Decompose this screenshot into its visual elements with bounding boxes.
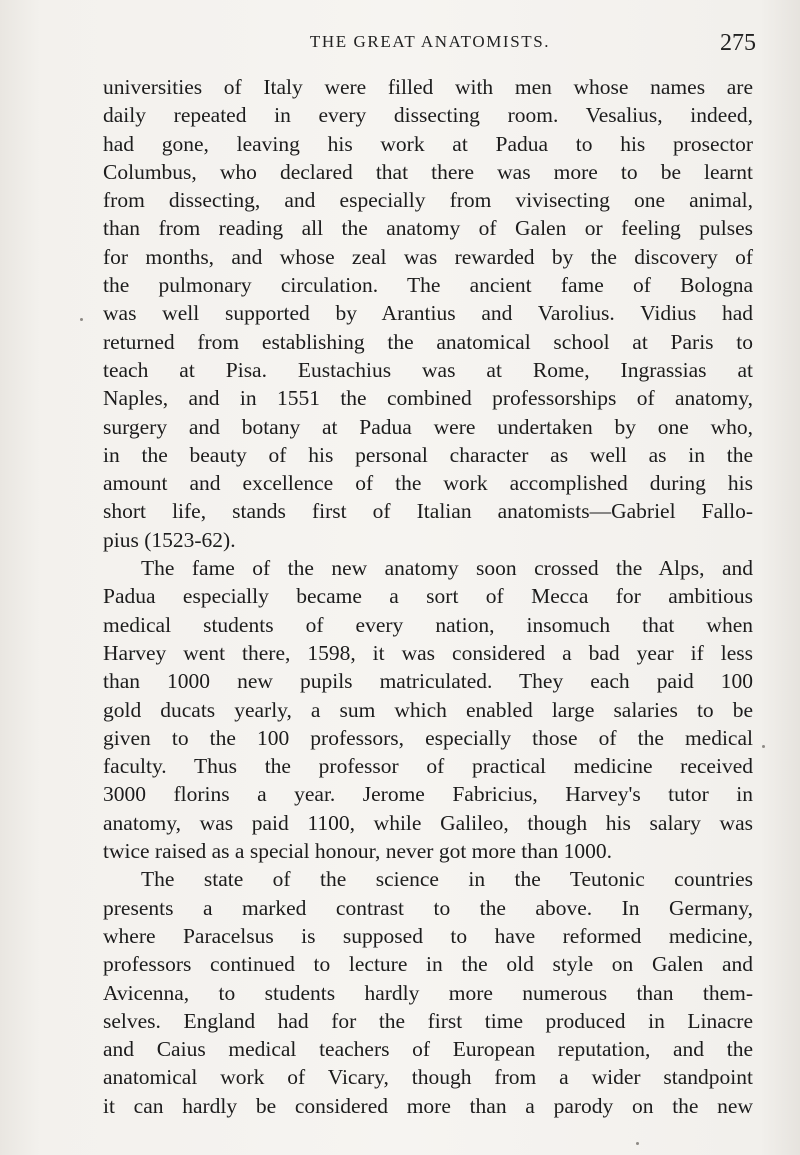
text-line: Harvey went there, 1598, it was considered a bad year if less	[103, 640, 753, 665]
text-line: amount and excellence of the work accomplished during his	[103, 471, 753, 496]
running-title: THE GREAT ANATOMISTS.	[309, 32, 551, 51]
text-line: Padua especially became a sort of Mecca for ambitious	[103, 584, 753, 609]
text-line: daily repeated in every dissecting room. Vesalius, indeed,	[103, 103, 753, 128]
text-line: The fame of the new anatomy soon crossed the Alps, and	[141, 556, 753, 581]
text-line: for months, and whose zeal was rewarded by the discovery of	[103, 244, 753, 269]
text-line: from dissecting, and especially from vivisecting one animal,	[103, 188, 753, 213]
paragraph-2	[103, 554, 753, 865]
body-text	[103, 73, 753, 1120]
text-line: The state of the science in the Teutonic countries	[141, 867, 753, 892]
text-line: Columbus, who declared that there was more to be learnt	[103, 159, 753, 184]
text-line: Avicenna, to students hardly more numerous than them-	[103, 980, 753, 1005]
text-line: professors continued to lecture in the old style on Galen and	[103, 952, 753, 977]
print-speck	[636, 1142, 639, 1145]
print-speck	[762, 745, 765, 748]
text-line: it can hardly be considered more than a parody on the new	[103, 1093, 753, 1118]
text-line: pius (1523-62).	[103, 527, 236, 552]
text-line: in the beauty of his personal character as well as in the	[103, 442, 753, 467]
text-line: and Caius medical teachers of European reputation, and the	[103, 1037, 753, 1062]
text-line: Naples, and in 1551 the combined professorships of anatomy,	[103, 386, 753, 411]
paragraph-3	[103, 865, 753, 1120]
running-head	[100, 30, 760, 60]
text-line: short life, stands first of Italian anatomists—Gabriel Fallo-	[103, 499, 753, 524]
text-line: than 1000 new pupils matriculated. They each paid 100	[103, 669, 753, 694]
text-line: teach at Pisa. Eustachius was at Rome, Ingrassias at	[103, 357, 753, 382]
text-line: given to the 100 professors, especially those of the medical	[103, 725, 753, 750]
text-line: presents a marked contrast to the above. In Germany,	[103, 895, 753, 920]
text-line: had gone, leaving his work at Padua to his prosector	[103, 131, 753, 156]
text-line: medical students of every nation, insomuch that when	[103, 612, 753, 637]
text-line: 3000 florins a year. Jerome Fabricius, Harvey's tutor in	[103, 782, 753, 807]
page-number: 275	[720, 30, 756, 56]
text-line: returned from establishing the anatomical school at Paris to	[103, 329, 753, 354]
print-speck	[80, 318, 83, 321]
text-line: twice raised as a special honour, never got more than 1000.	[103, 839, 612, 864]
text-line: anatomical work of Vicary, though from a wider standpoint	[103, 1065, 753, 1090]
text-line: universities of Italy were filled with men whose names are	[103, 75, 753, 99]
text-line: faculty. Thus the professor of practical medicine received	[103, 754, 753, 779]
text-line: the pulmonary circulation. The ancient fame of Bologna	[103, 273, 753, 298]
text-line: was well supported by Arantius and Varolius. Vidius had	[103, 301, 753, 326]
text-line: anatomy, was paid 1100, while Galileo, though his salary was	[103, 810, 753, 835]
text-line: gold ducats yearly, a sum which enabled large salaries to be	[103, 697, 753, 722]
text-line: surgery and botany at Padua were undertaken by one who,	[103, 414, 753, 439]
text-line: where Paracelsus is supposed to have reformed medicine,	[103, 923, 753, 948]
text-line: selves. England had for the first time produced in Linacre	[103, 1008, 753, 1033]
paragraph-1	[103, 73, 753, 554]
text-line: than from reading all the anatomy of Galen or feeling pulses	[103, 216, 753, 241]
